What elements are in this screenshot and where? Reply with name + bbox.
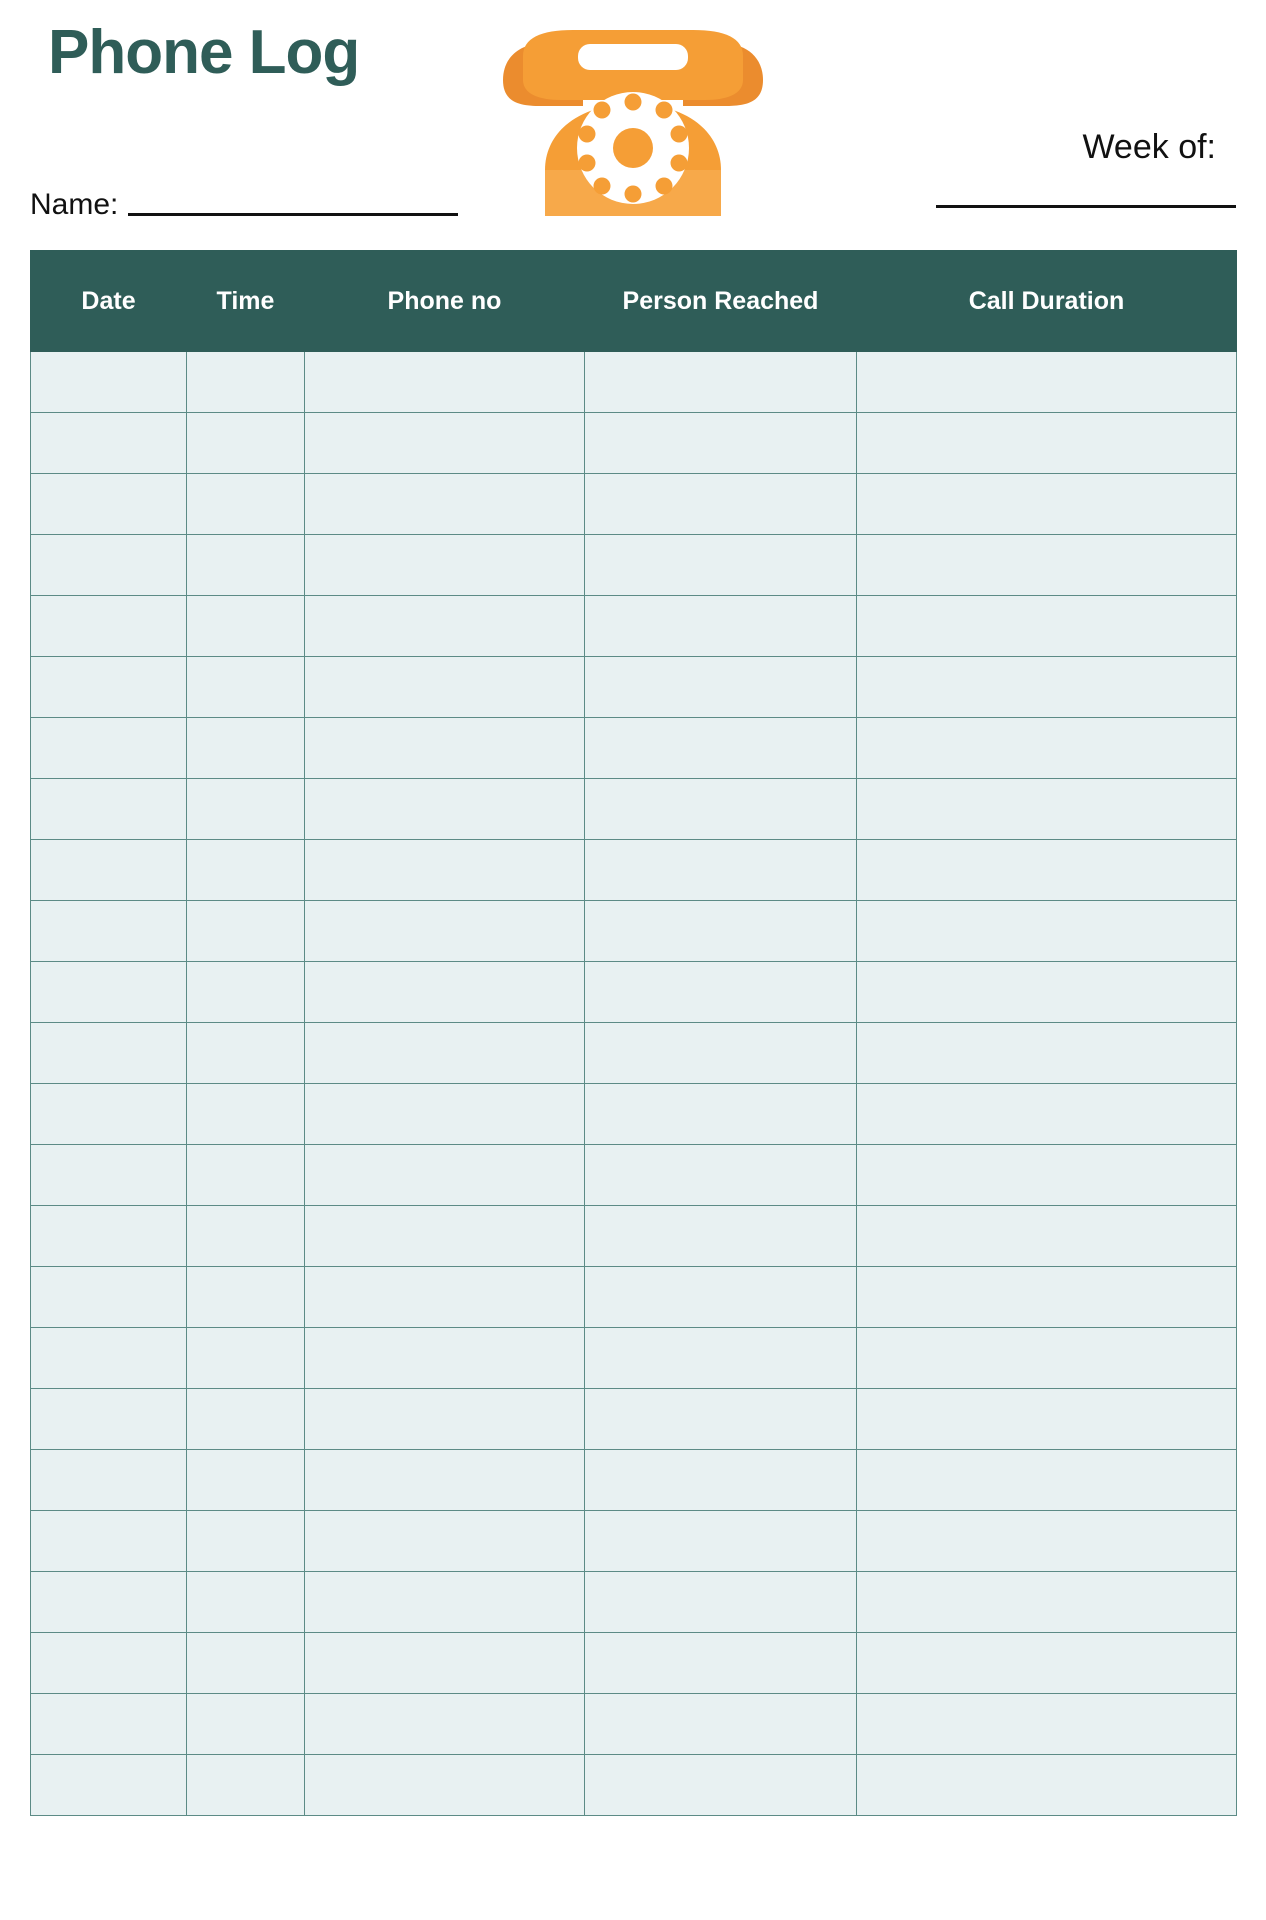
table-cell[interactable] [305,962,585,1023]
table-cell[interactable] [585,1328,857,1389]
table-cell[interactable] [31,1450,187,1511]
table-row [31,413,1237,474]
table-row [31,901,1237,962]
table-cell[interactable] [857,1511,1237,1572]
table-cell[interactable] [585,474,857,535]
table-row [31,962,1237,1023]
table-cell[interactable] [31,413,187,474]
table-row [31,535,1237,596]
table-cell[interactable] [585,1694,857,1755]
phone-log-table [30,250,1237,1816]
table-cell[interactable] [187,1450,305,1511]
table-cell[interactable] [187,1572,305,1633]
table-row [31,1145,1237,1206]
table-cell[interactable] [31,718,187,779]
table-row [31,1511,1237,1572]
table-cell[interactable] [31,901,187,962]
table-cell[interactable] [31,840,187,901]
table-cell[interactable] [585,1267,857,1328]
table-cell[interactable] [305,1145,585,1206]
table-cell[interactable] [857,1023,1237,1084]
table-cell[interactable] [187,657,305,718]
table-cell[interactable] [585,1511,857,1572]
table-cell[interactable] [585,596,857,657]
table-cell[interactable] [187,840,305,901]
table-cell[interactable] [857,1450,1237,1511]
table-cell[interactable] [857,718,1237,779]
table-cell[interactable] [187,1633,305,1694]
table-cell[interactable] [31,779,187,840]
table-cell[interactable] [305,1694,585,1755]
table-cell[interactable] [857,901,1237,962]
table-cell[interactable] [585,779,857,840]
table-cell[interactable] [31,1084,187,1145]
week-input-blank[interactable] [936,204,1236,208]
table-row [31,1267,1237,1328]
week-of-label: Week of: [1082,128,1216,166]
column-header-date: Date [31,251,187,352]
table-cell[interactable] [305,1023,585,1084]
name-label: Name: [30,188,119,221]
table-cell[interactable] [305,1572,585,1633]
table-row [31,779,1237,840]
table-cell[interactable] [585,718,857,779]
table-cell[interactable] [187,1023,305,1084]
table-cell[interactable] [305,901,585,962]
table-cell[interactable] [585,1084,857,1145]
table-cell[interactable] [305,1084,585,1145]
table-cell[interactable] [857,1328,1237,1389]
table-row [31,474,1237,535]
table-row [31,1450,1237,1511]
table-cell[interactable] [857,1633,1237,1694]
table-cell[interactable] [187,1755,305,1816]
table-cell[interactable] [187,474,305,535]
table-cell[interactable] [31,1755,187,1816]
column-header-call-duration: Call Duration [857,251,1237,352]
table-cell[interactable] [305,596,585,657]
table-cell[interactable] [31,1572,187,1633]
table-cell[interactable] [305,1755,585,1816]
table-row [31,1694,1237,1755]
table-cell[interactable] [857,1145,1237,1206]
table-cell[interactable] [305,1633,585,1694]
table-row [31,1328,1237,1389]
table-cell[interactable] [31,596,187,657]
name-input-blank[interactable] [128,212,458,216]
table-cell[interactable] [31,1694,187,1755]
table-cell[interactable] [305,413,585,474]
table-cell[interactable] [857,1084,1237,1145]
table-cell[interactable] [585,1206,857,1267]
table-cell[interactable] [31,535,187,596]
table-cell[interactable] [305,352,585,413]
table-row [31,1572,1237,1633]
table-cell[interactable] [857,1694,1237,1755]
table-cell[interactable] [187,1145,305,1206]
table-cell[interactable] [187,1511,305,1572]
table-cell[interactable] [31,474,187,535]
table-header-row [31,251,1237,352]
column-header-person-reached: Person Reached [585,251,857,352]
table-cell[interactable] [857,657,1237,718]
table-cell[interactable] [857,779,1237,840]
document-header [30,0,1236,250]
table-cell[interactable] [857,596,1237,657]
table-cell[interactable] [857,535,1237,596]
table-cell[interactable] [305,840,585,901]
table-cell[interactable] [857,413,1237,474]
table-cell[interactable] [187,962,305,1023]
table-cell[interactable] [585,1572,857,1633]
table-cell[interactable] [31,1267,187,1328]
table-cell[interactable] [187,901,305,962]
table-cell[interactable] [305,535,585,596]
table-cell[interactable] [585,1633,857,1694]
page-title: Phone Log [48,18,360,87]
table-body [31,352,1237,1816]
table-cell[interactable] [857,1206,1237,1267]
name-field-row [30,190,458,220]
table-cell[interactable] [585,413,857,474]
table-cell[interactable] [305,657,585,718]
table-cell[interactable] [305,718,585,779]
table-row [31,596,1237,657]
table-cell[interactable] [585,962,857,1023]
table-cell[interactable] [187,352,305,413]
table-cell[interactable] [187,1389,305,1450]
table-row [31,352,1237,413]
table-cell[interactable] [187,535,305,596]
table-cell[interactable] [31,962,187,1023]
table-cell[interactable] [31,1633,187,1694]
column-header-time: Time [187,251,305,352]
table-cell[interactable] [585,352,857,413]
table-row [31,840,1237,901]
rotary-phone-icon [483,20,783,240]
table-cell[interactable] [187,413,305,474]
table-cell[interactable] [187,718,305,779]
table-cell[interactable] [187,1206,305,1267]
table-cell[interactable] [585,840,857,901]
table-cell[interactable] [187,596,305,657]
table-cell[interactable] [585,1389,857,1450]
table-cell[interactable] [187,779,305,840]
table-cell[interactable] [305,779,585,840]
table-cell[interactable] [585,1023,857,1084]
table-row [31,718,1237,779]
table-row [31,1023,1237,1084]
table-row [31,1633,1237,1694]
table-cell[interactable] [31,1511,187,1572]
table-cell[interactable] [585,1145,857,1206]
table-cell[interactable] [305,1511,585,1572]
table-cell[interactable] [187,1084,305,1145]
table-cell[interactable] [305,1206,585,1267]
table-cell[interactable] [585,535,857,596]
table-cell[interactable] [857,474,1237,535]
table-cell[interactable] [305,1267,585,1328]
table-cell[interactable] [31,1023,187,1084]
table-cell[interactable] [31,1145,187,1206]
table-cell[interactable] [857,1389,1237,1450]
table-cell[interactable] [187,1267,305,1328]
table-row [31,1389,1237,1450]
table-row [31,1755,1237,1816]
table-cell[interactable] [305,1450,585,1511]
table-cell[interactable] [31,1389,187,1450]
table-cell[interactable] [585,1450,857,1511]
table-cell[interactable] [585,1755,857,1816]
table-cell[interactable] [585,901,857,962]
table-cell[interactable] [857,1267,1237,1328]
table-cell[interactable] [857,352,1237,413]
table-cell[interactable] [857,1755,1237,1816]
table-cell[interactable] [585,657,857,718]
week-field-row [936,130,1236,208]
table-cell[interactable] [305,1328,585,1389]
table-cell[interactable] [305,474,585,535]
table-cell[interactable] [31,1206,187,1267]
table-cell[interactable] [31,657,187,718]
column-header-phone-no: Phone no [305,251,585,352]
table-cell[interactable] [31,352,187,413]
table-cell[interactable] [857,840,1237,901]
table-row [31,1206,1237,1267]
table-cell[interactable] [187,1328,305,1389]
table-row [31,1084,1237,1145]
table-cell[interactable] [31,1328,187,1389]
table-row [31,657,1237,718]
table-cell[interactable] [857,1572,1237,1633]
table-cell[interactable] [857,962,1237,1023]
table-cell[interactable] [305,1389,585,1450]
table-cell[interactable] [187,1694,305,1755]
